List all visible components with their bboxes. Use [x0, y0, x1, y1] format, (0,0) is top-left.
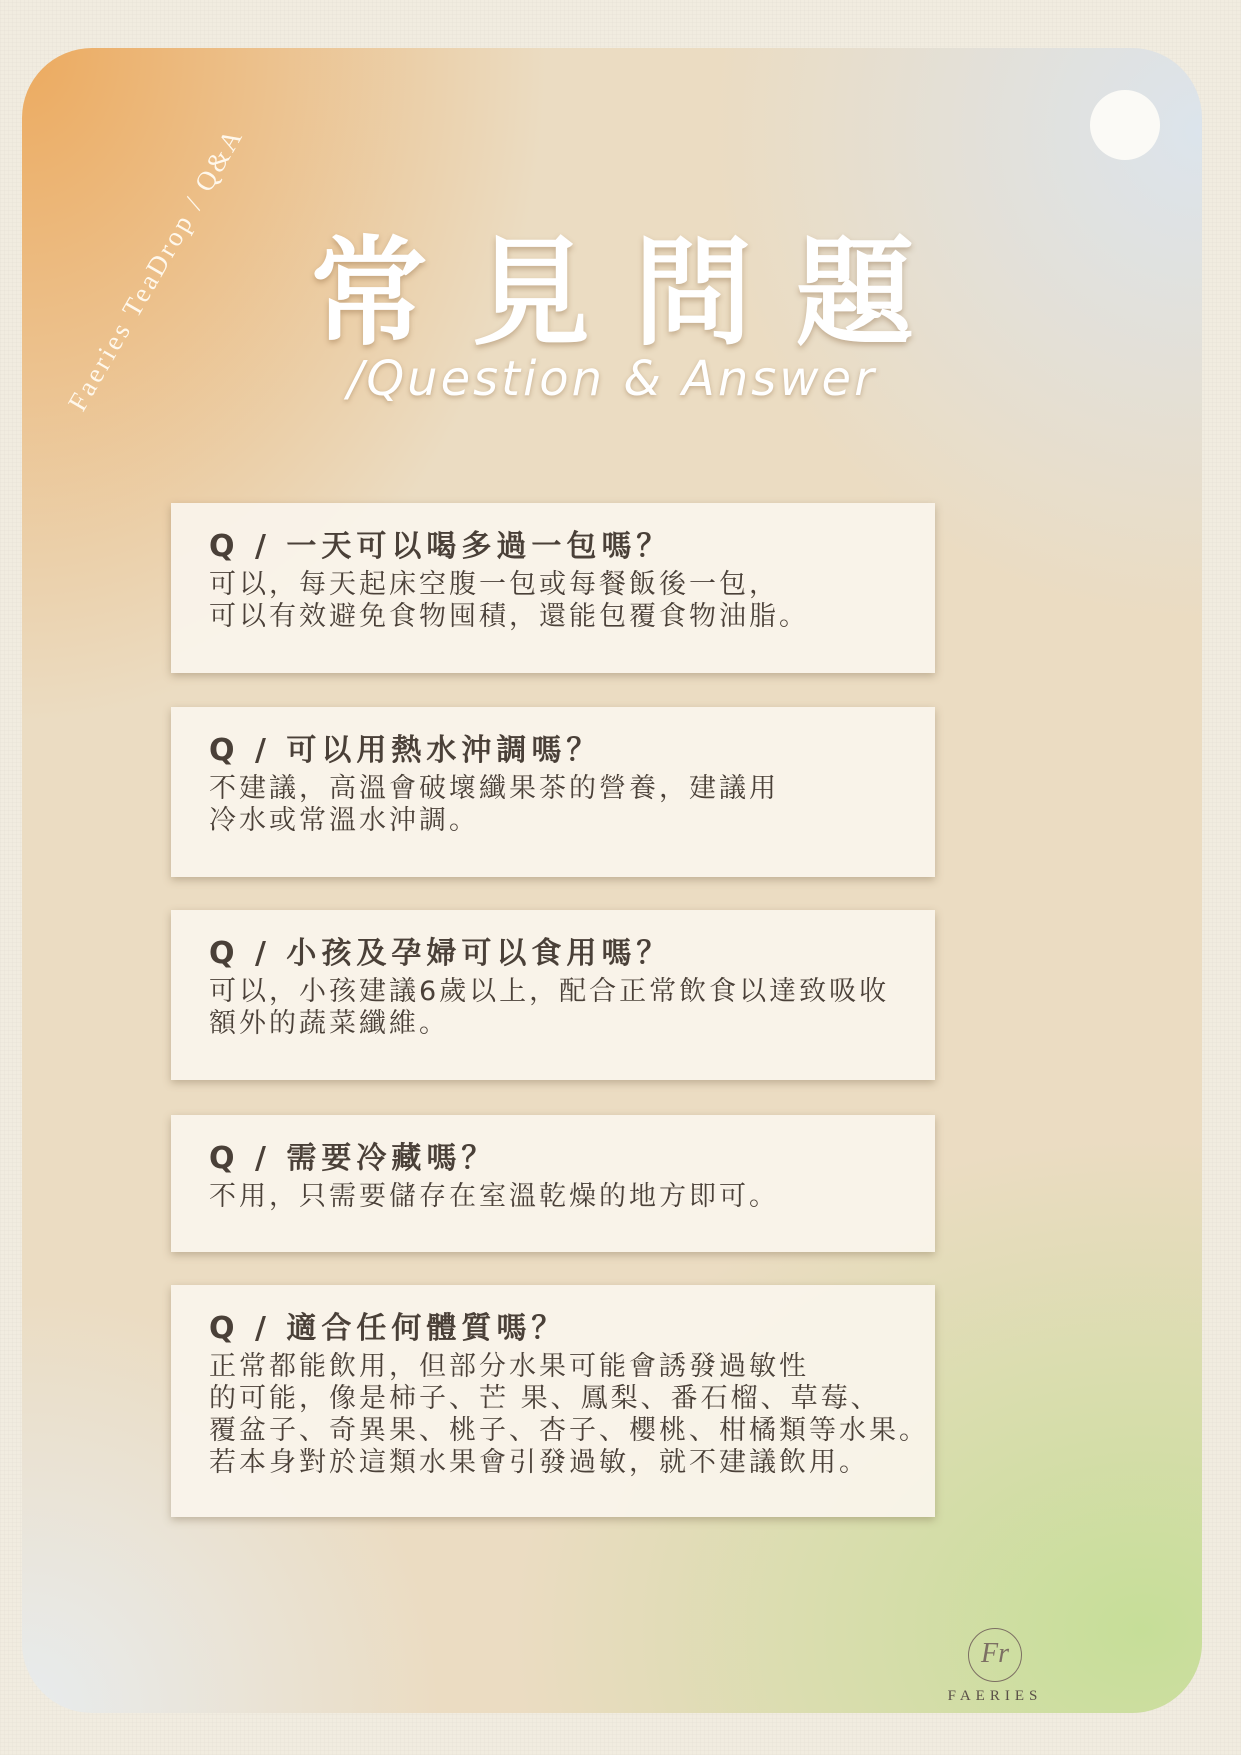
page-title: 常見問題 — [309, 223, 958, 362]
qa-item-1 — [171, 503, 935, 673]
answer-line: 可以，每天起床空腹一包或每餐飯後一包， — [209, 569, 779, 600]
answer-line: 不建議，高溫會破壞纖果茶的營養，建議用 — [209, 773, 779, 804]
answer-line: 額外的蔬菜纖維。 — [209, 1008, 449, 1039]
question: Q / 適合任何體質嗎？ — [209, 1311, 567, 1346]
answer — [209, 1181, 779, 1213]
qa-item-3 — [171, 910, 935, 1080]
answer-line: 可以，小孩建議6歲以上，配合正常飲食以達致吸收 — [209, 976, 890, 1007]
page-subtitle: /Question & Answer — [347, 351, 877, 407]
answer-line: 正常都能飲用，但部分水果可能會誘發過敏性 — [209, 1351, 809, 1382]
qa-item-4 — [171, 1115, 935, 1252]
logo-monogram: Fr — [981, 1638, 1009, 1669]
question: Q / 可以用熱水沖調嗎？ — [209, 733, 602, 768]
answer — [209, 976, 889, 1040]
logo-text: FAERIES — [947, 1688, 1043, 1704]
answer-line: 冷水或常溫水沖調。 — [209, 805, 479, 836]
answer-line: 若本身對於這類水果會引發過敏，就不建議飲用。 — [209, 1447, 869, 1478]
question: Q / 需要冷藏嗎？ — [209, 1141, 497, 1176]
answer — [209, 569, 809, 633]
brand-tag: Faeries TeaDrop / Q&A — [62, 121, 250, 416]
qa-item-5 — [171, 1285, 935, 1517]
answer — [209, 773, 779, 837]
question: Q / 一天可以喝多過一包嗎？ — [209, 529, 672, 564]
answer-line: 覆盆子、奇異果、桃子、杏子、櫻桃、柑橘類等水果。 — [209, 1415, 929, 1446]
answer-line: 可以有效避免食物囤積，還能包覆食物油脂。 — [209, 601, 809, 632]
answer-line: 的可能，像是柿子、芒 果、鳳梨、番石榴、草莓、 — [209, 1383, 881, 1414]
answer-line: 不用，只需要儲存在室溫乾燥的地方即可。 — [209, 1181, 779, 1212]
card-hole — [1090, 90, 1160, 160]
brand-logo — [920, 1628, 1070, 1705]
question: Q / 小孩及孕婦可以食用嗎？ — [209, 936, 672, 971]
answer — [209, 1351, 929, 1479]
qa-item-2 — [171, 707, 935, 877]
logo-mark-icon — [968, 1628, 1022, 1682]
